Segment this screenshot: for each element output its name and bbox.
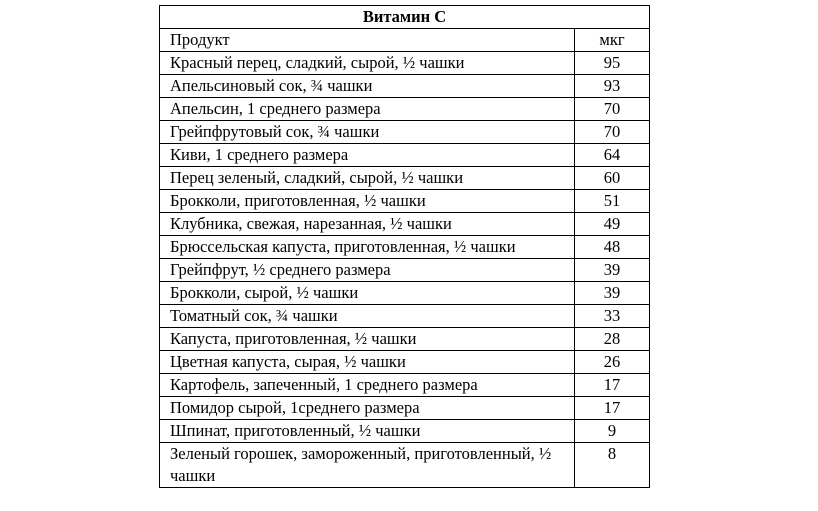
table-row [160,144,650,167]
table-row [160,167,650,190]
table-row [160,213,650,236]
value-cell: 8 [575,443,650,488]
product-cell: Помидор сырой, 1среднего размера [160,397,575,420]
product-cell: Грейпфрутовый сок, ¾ чашки [160,121,575,144]
value-cell: 70 [575,121,650,144]
product-cell: Брокколи, сырой, ½ чашки [160,282,575,305]
product-cell: Зеленый горошек, замороженный, приготовленный, ½ чашки [160,443,575,488]
product-cell: Капуста, приготовленная, ½ чашки [160,328,575,351]
product-cell: Брюссельская капуста, приготовленная, ½ чашки [160,236,575,259]
table-row [160,328,650,351]
value-cell: 95 [575,52,650,75]
value-cell: 60 [575,167,650,190]
value-cell: 17 [575,397,650,420]
value-cell: 51 [575,190,650,213]
value-cell: 70 [575,98,650,121]
value-cell: 39 [575,259,650,282]
value-cell: 49 [575,213,650,236]
value-cell: 33 [575,305,650,328]
table-row [160,75,650,98]
table-row [160,443,650,488]
unit-column-header: мкг [575,29,650,52]
product-cell: Апельсиновый сок, ¾ чашки [160,75,575,98]
table-row [160,282,650,305]
table-row [160,259,650,282]
value-cell: 64 [575,144,650,167]
column-header-row [160,29,650,52]
table-row [160,52,650,75]
table-row [160,351,650,374]
product-column-header: Продукт [160,29,575,52]
table-row [160,397,650,420]
product-cell: Томатный сок, ¾ чашки [160,305,575,328]
table-row [160,420,650,443]
product-cell: Брокколи, приготовленная, ½ чашки [160,190,575,213]
table-row [160,190,650,213]
product-cell: Шпинат, приготовленный, ½ чашки [160,420,575,443]
table-row [160,121,650,144]
value-cell: 48 [575,236,650,259]
table-row [160,305,650,328]
value-cell: 28 [575,328,650,351]
value-cell: 26 [575,351,650,374]
value-cell: 39 [575,282,650,305]
product-cell: Грейпфрут, ½ среднего размера [160,259,575,282]
table-row [160,98,650,121]
table-title-row [160,6,650,29]
product-cell: Апельсин, 1 среднего размера [160,98,575,121]
value-cell: 93 [575,75,650,98]
vitamin-c-table [159,5,650,488]
product-cell: Клубника, свежая, нарезанная, ½ чашки [160,213,575,236]
table-title: Витамин С [160,6,650,29]
value-cell: 9 [575,420,650,443]
product-cell: Картофель, запеченный, 1 среднего размера [160,374,575,397]
value-cell: 17 [575,374,650,397]
table-row [160,374,650,397]
table-body [160,29,650,488]
product-cell: Перец зеленый, сладкий, сырой, ½ чашки [160,167,575,190]
product-cell: Цветная капуста, сырая, ½ чашки [160,351,575,374]
product-cell: Киви, 1 среднего размера [160,144,575,167]
product-cell: Красный перец, сладкий, сырой, ½ чашки [160,52,575,75]
table-row [160,236,650,259]
